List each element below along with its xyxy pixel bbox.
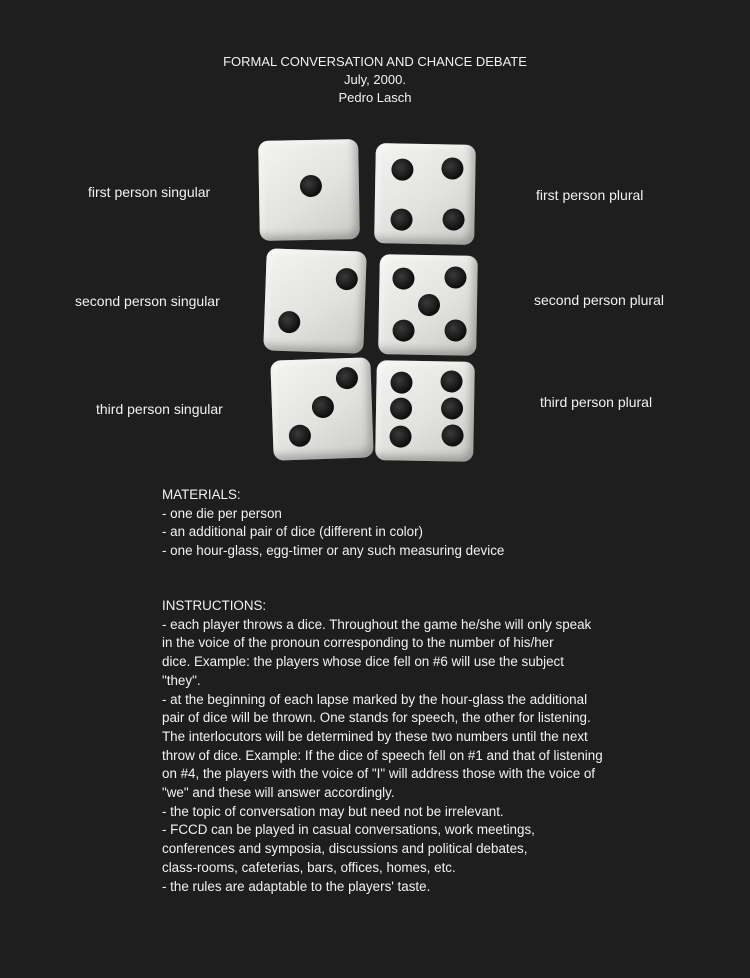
instructions-line: - the topic of conversation may but need not be irrelevant. (162, 803, 504, 819)
instructions-section (162, 597, 642, 896)
instructions-line: pair of dice will be thrown. One stands for speech, the other for listening. (162, 710, 591, 726)
header (0, 53, 750, 107)
instructions-line: class-rooms, cafeterias, bars, offices, homes, etc. (162, 859, 456, 875)
instructions-line: - each player throws a dice. Throughout the game he/she will only speak (162, 616, 592, 632)
die-four-icon (374, 143, 476, 245)
label-first-person-plural: first person plural (536, 187, 644, 203)
instructions-line: - FCCD can be played in casual conversations, work meetings, (162, 822, 535, 838)
die-two-icon (263, 248, 366, 353)
instructions-line: - at the beginning of each lapse marked by the hour-glass the additional (162, 691, 588, 707)
instructions-line: The interlocutors will be determined by these two numbers until the next (162, 728, 588, 744)
instructions-line: on #4, the players with the voice of "I" will address those with the voice of (162, 766, 596, 782)
materials-item: - one die per person (162, 505, 282, 521)
die-five-icon (378, 254, 478, 356)
instructions-line: dice. Example: the players whose dice fell on #6 will use the subject (162, 654, 564, 670)
document-date: July, 2000. (344, 72, 406, 87)
materials-item: - one hour-glass, egg-timer or any such measuring device (162, 543, 505, 559)
materials-section (162, 486, 642, 561)
instructions-line: - the rules are adaptable to the players' taste. (162, 878, 431, 894)
document-author: Pedro Lasch (338, 90, 412, 105)
label-third-person-plural: third person plural (540, 394, 653, 410)
materials-heading: MATERIALS: (162, 487, 241, 502)
label-third-person-singular: third person singular (96, 401, 223, 417)
instructions-line: "we" and these will answer accordingly. (162, 785, 395, 801)
label-second-person-singular: second person singular (75, 293, 220, 309)
label-second-person-plural: second person plural (534, 292, 664, 308)
instructions-heading: INSTRUCTIONS: (162, 598, 267, 613)
die-one-icon (258, 139, 360, 241)
instructions-line: throw of dice. Example: If the dice of speech fell on #1 and that of listening (162, 747, 603, 763)
die-three-icon (270, 357, 373, 460)
die-six-icon (375, 360, 475, 462)
document-title: FORMAL CONVERSATION AND CHANCE DEBATE (223, 54, 527, 69)
instructions-line: conferences and symposia, discussions and political debates, (162, 841, 528, 857)
instructions-line: in the voice of the pronoun corresponding to the number of his/her (162, 635, 554, 651)
instructions-line: "they". (162, 672, 201, 688)
materials-item: - an additional pair of dice (different in color) (162, 524, 424, 540)
label-first-person-singular: first person singular (88, 184, 211, 200)
